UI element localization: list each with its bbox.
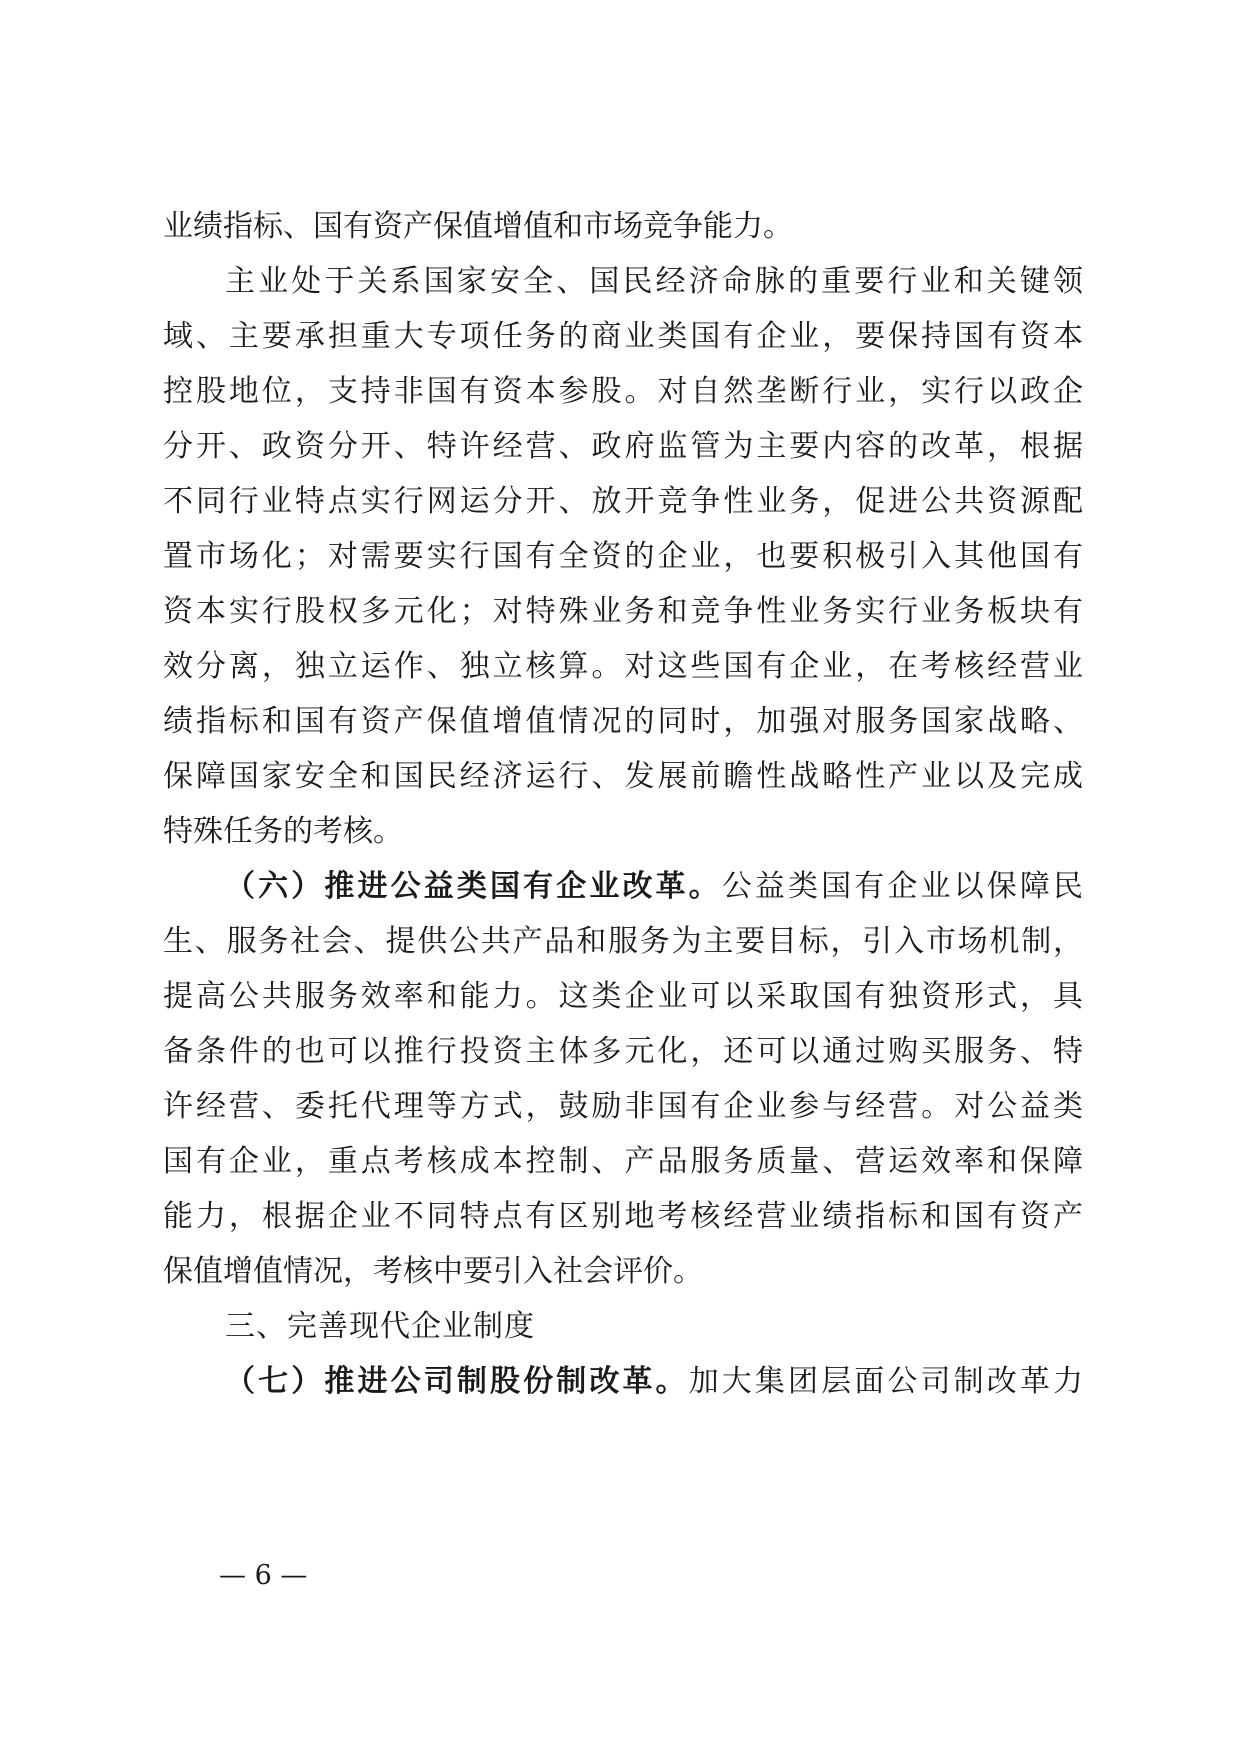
text-line: 保障国家安全和国民经济运行、发展前瞻性战略性产业以及完成 xyxy=(163,759,1083,794)
text-line: 控股地位，支持非国有资本参股。对自然垄断行业，实行以政企 xyxy=(163,374,1083,409)
text-line: 效分离，独立运作、独立核算。对这些国有企业，在考核经营业 xyxy=(163,649,1083,684)
text-line: 业绩指标、国有资产保值增值和市场竞争能力。 xyxy=(163,209,793,244)
text-line: 域、主要承担重大专项任务的商业类国有企业，要保持国有资本 xyxy=(163,319,1083,354)
paragraph-text: 加大集团层面公司制改革力 xyxy=(688,1364,1084,1399)
text-line: 绩指标和国有资产保值增值情况的同时，加强对服务国家战略、 xyxy=(163,704,1083,739)
text-line: 许经营、委托代理等方式，鼓励非国有企业参与经营。对公益类 xyxy=(163,1089,1083,1124)
paragraph-heading: （七）推进公司制股份制改革。 xyxy=(225,1364,689,1399)
text-line: 生、服务社会、提供公共产品和服务为主要目标，引入市场机制， xyxy=(163,924,1083,959)
text-line: 资本实行股权多元化；对特殊业务和竞争性业务实行业务板块有 xyxy=(163,594,1083,629)
paragraph-first-line xyxy=(225,867,1083,907)
text-line: 国有企业，重点考核成本控制、产品服务质量、营运效率和保障 xyxy=(163,1144,1083,1179)
paragraph-first-line xyxy=(225,1362,1083,1402)
text-line: 分开、政资分开、特许经营、政府监管为主要内容的改革，根据 xyxy=(163,429,1083,464)
text-line: 提高公共服务效率和能力。这类企业可以采取国有独资形式，具 xyxy=(163,979,1083,1014)
text-line: 备条件的也可以推行投资主体多元化，还可以通过购买服务、特 xyxy=(163,1034,1083,1069)
paragraph-first-line: 主业处于关系国家安全、国民经济命脉的重要行业和关键领 xyxy=(225,264,1083,299)
text-line: 能力，根据企业不同特点有区别地考核经营业绩指标和国有资产 xyxy=(163,1199,1083,1234)
text-line: 不同行业特点实行网运分开、放开竞争性业务，促进公共资源配 xyxy=(163,484,1083,519)
paragraph-text: 公益类国有企业以保障民 xyxy=(721,869,1084,904)
page-number: — 6 — xyxy=(219,1560,308,1591)
section-heading: 三、完善现代企业制度 xyxy=(225,1309,535,1344)
paragraph-heading: （六）推进公益类国有企业改革。 xyxy=(225,869,722,904)
text-line: 保值增值情况，考核中要引入社会评价。 xyxy=(163,1254,703,1289)
text-line: 置市场化；对需要实行国有全资的企业，也要积极引入其他国有 xyxy=(163,539,1083,574)
text-line: 特殊任务的考核。 xyxy=(163,814,403,849)
